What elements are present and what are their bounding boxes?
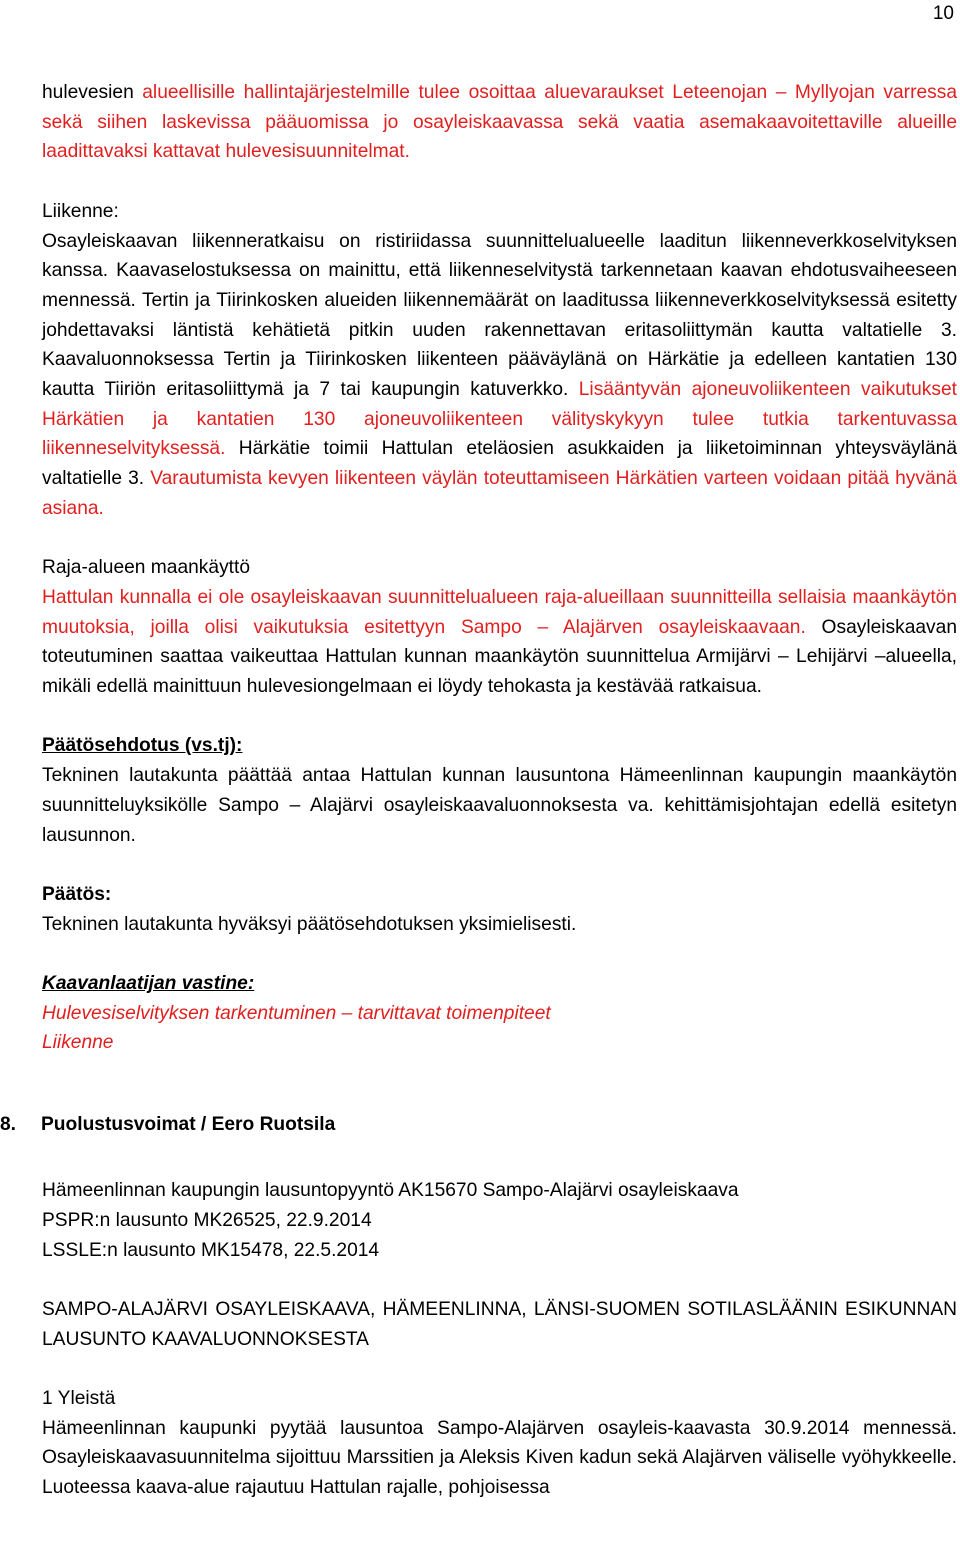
- section-number: 8.: [0, 1114, 17, 1136]
- heading-paatos: Päätös:: [42, 883, 112, 905]
- sub-heading-yleista: 1 Yleistä: [42, 1388, 116, 1410]
- paragraph-raja-alue: [42, 583, 957, 702]
- heading-paatosehdotus: Päätösehdotus (vs.tj):: [42, 735, 243, 757]
- highlighted-text: Hattulan kunnalla ei ole osayleiskaavan suunnittelualueen raja-alueillaan suunnitteilla sellaisia maankäytön muutoksia, joilla olisi vaikutuksia esitettyyn Sampo – Alajärven osayleiskaavaan.: [42, 586, 957, 638]
- statement-caption: SAMPO-ALAJÄRVI OSAYLEISKAAVA, HÄMEENLINNA, LÄNSI-SUOMEN SOTILASLÄÄNIN ESIKUNNAN LAUSUNTO KAAVALUONNOKSESTA: [42, 1298, 957, 1350]
- highlighted-text: alueellisille hallintajärjestelmille tulee osoittaa aluevaraukset Leteenojan – Myllyojan varressa sekä siihen laskevissa pääuomissa jo osayleiskaavassa sekä vaatia asemakaavoitettaville alueille laadittavaksi kattavat hulevesisuunnitelmat.: [42, 82, 957, 163]
- text-run: Osayleiskaavan liikenneratkaisu on ristiriidassa suunnittelualueelle laaditun liikenneverkkoselvityksen kanssa.: [42, 230, 957, 282]
- heading-raja-alue: Raja-alueen maankäyttö: [42, 557, 250, 579]
- paragraph-yleista: Hämeenlinnan kaupunki pyytää lausuntoa Sampo-Alajärven osayleis-kaavasta 30.9.2014 mennessä. Osayleiskaavasuunnitelma sijoittuu Marssitien ja Aleksis Kiven kadun sekä Alajärven väliselle vyöhykkeelle. Luoteessa kaava-alue rajautuu Hattulan rajalle, pohjoisessa: [42, 1417, 957, 1499]
- paragraph-hulevesi: [42, 78, 957, 167]
- highlighted-text: Lisääntyvän ajoneuvoliikenteen vaikutukset Härkätien ja kantatien 130 ajoneuvoliikenteen välityskykyyn tulee tutkia tarkentuvassa liikenneselvityksessä.: [42, 379, 957, 460]
- text-run: Härkätie toimii Hattulan eteläosien asukkaiden ja liiketoiminnan yhteysväylänä valtatielle 3.: [42, 438, 957, 490]
- reference-line: LSSLE:n lausunto MK15478, 22.5.2014: [42, 1239, 380, 1261]
- reference-line: Hämeenlinnan kaupungin lausuntopyyntö AK15670 Sampo-Alajärvi osayleiskaava: [42, 1180, 739, 1202]
- section-heading: [0, 1110, 957, 1140]
- section-title: Puolustusvoimat / Eero Ruotsila: [41, 1114, 336, 1136]
- paragraph-paatos: Tekninen lautakunta hyväksyi päätösehdotuksen yksimielisesti.: [42, 913, 577, 935]
- highlighted-text: Varautumista kevyen liikenteen väylän toteuttamiseen Härkätien varteen voidaan pitää hyvänä asiana.: [42, 468, 957, 519]
- heading-kaavanlaatijan-vastine: Kaavanlaatijan vastine:: [42, 973, 255, 995]
- vastine-line: Liikenne: [42, 1032, 114, 1054]
- reference-line: PSPR:n lausunto MK26525, 22.9.2014: [42, 1209, 372, 1231]
- paragraph-paatosehdotus: Tekninen lautakunta päättää antaa Hattulan kunnan lausuntona Hämeenlinnan kaupungin maankäytön suunnitteluyksikölle Sampo – Alajärvi osayleiskaavaluonnoksesta va. kehittämisjohtajan edellä esitetyn lausunnon.: [42, 765, 957, 846]
- page-number: 10: [932, 3, 954, 24]
- vastine-line: Hulevesiselvityksen tarkentuminen – tarvittavat toimenpiteet: [42, 1002, 551, 1024]
- document-body: [0, 78, 957, 1503]
- text-run: Osayleiskaavan toteutuminen saattaa vaikeuttaa Hattulan kunnan maankäytön suunnittelua Armijärvi – Lehijärvi –alueella, mikäli edellä mainittuun hulevesiongelmaan ei löydy tehokasta ja kestävää ratkaisua.: [42, 616, 957, 698]
- text-run: hulevesien: [42, 82, 143, 103]
- text-run: Kaavaselostuksessa on mainittu, että liikenneselvitystä tarkennetaan kaavan ehdotusvaiheeseen mennessä. Tertin ja Tiirinkosken alueiden liikennemäärät on laaditussa liikenneverkkoselvityksessä esitetty johdettavaksi läntistä kehätietä pitkin uuden rakennettavan eritasoliittymän kautta valtatielle 3. Kaavaluonnoksessa Tertin ja Tiirinkosken liikenteen pääväylänä on Härkätie ja edelleen kantatien 130 kautta Tiiriön eritasoliittymä ja 7 tai kaupungin katuverkko.: [42, 260, 957, 401]
- paragraph-liikenne: [42, 227, 957, 524]
- heading-liikenne: Liikenne:: [42, 200, 119, 222]
